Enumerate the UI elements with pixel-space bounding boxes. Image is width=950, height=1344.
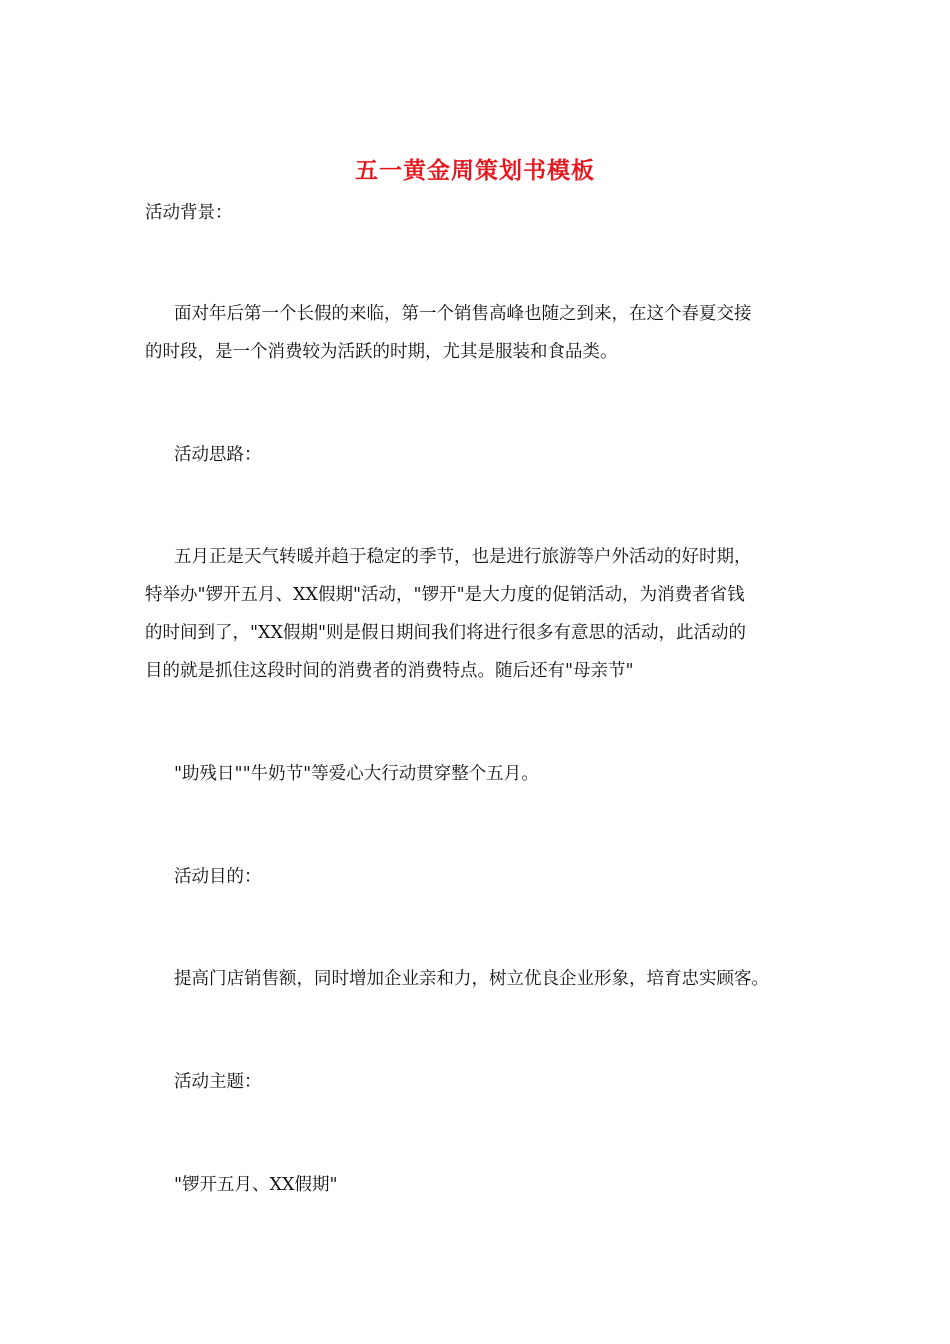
theme-text: "锣开五月、XX假期" — [174, 1175, 338, 1195]
theme-heading: 活动主题： — [174, 1072, 262, 1092]
idea-text-continued: "助残日""牛奶节"等爱心大行动贯穿整个五月。 — [174, 764, 539, 784]
purpose-text: 提高门店销售额，同时增加企业亲和力，树立优良企业形象，培育忠实顾客。 — [174, 969, 769, 989]
background-heading: 活动背景： — [145, 203, 233, 223]
idea-text-line-4: 目的就是抓住这段时间的消费者的消费特点。随后还有"母亲节" — [145, 661, 634, 681]
idea-text-line-2: 特举办"锣开五月、XX假期"活动，"锣开"是大力度的促销活动，为消费者省钱 — [145, 585, 745, 605]
document-title: 五一黄金周策划书模板 — [355, 158, 595, 184]
background-text-line-1: 面对年后第一个长假的来临，第一个销售高峰也随之到来，在这个春夏交接 — [174, 304, 752, 324]
idea-text-line-1: 五月正是天气转暖并趋于稳定的季节，也是进行旅游等户外活动的好时期， — [174, 547, 752, 567]
purpose-heading: 活动目的： — [174, 867, 262, 887]
idea-text-line-3: 的时间到了，"XX假期"则是假日期间我们将进行很多有意思的活动，此活动的 — [145, 623, 747, 643]
idea-heading: 活动思路： — [174, 445, 262, 465]
background-text-line-2: 的时段，是一个消费较为活跃的时期，尤其是服装和食品类。 — [145, 342, 618, 362]
